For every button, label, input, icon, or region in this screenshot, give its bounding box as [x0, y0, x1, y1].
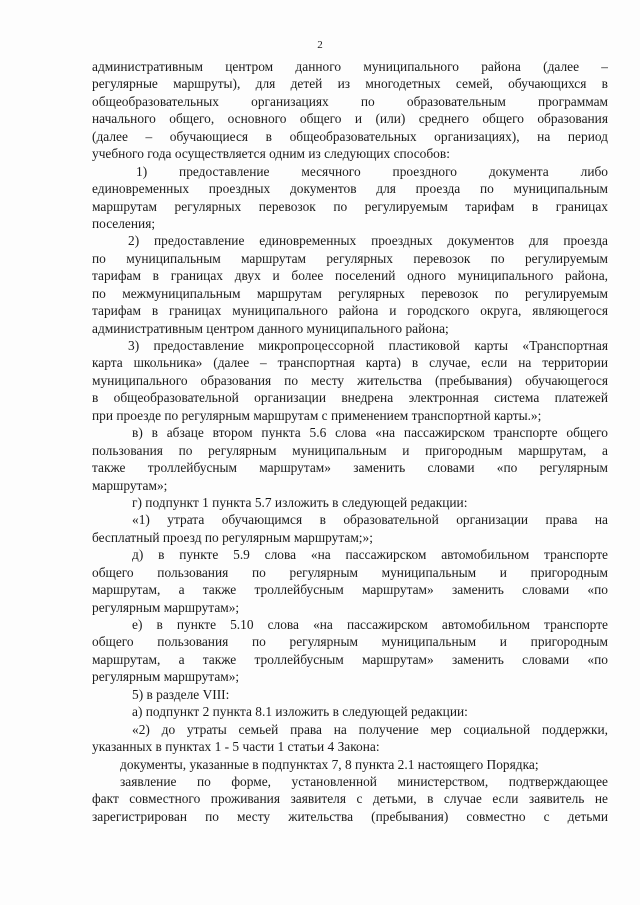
text-line: начального общего, основного общего и (или) среднего общего образования — [92, 111, 608, 127]
text-line: маршрутам регулярных перевозок по регулируемым тарифам в границах — [92, 198, 608, 214]
text-line: зарегистрирован по месту жительства (пребывания) совместно с детьми — [92, 808, 608, 824]
text-line: регулярные маршруты), для детей из многодетных семей, обучающихся в — [92, 76, 608, 92]
text-line: общеобразовательных организациях по образовательным программам — [92, 93, 608, 109]
text-line: в) в абзаце втором пункта 5.6 слова «на пассажирском транспорте общего — [132, 425, 608, 441]
text-line: указанных в пунктах 1 - 5 части 1 статьи 4 Закона: — [92, 739, 380, 755]
text-line: е) в пункте 5.10 слова «на пассажирском автомобильном транспорте — [132, 617, 608, 632]
text-line: (далее – обучающиеся в общеобразовательных организациях), на период — [92, 128, 608, 144]
text-line: д) в пункте 5.9 слова «на пассажирском автомобильном транспорте — [132, 547, 608, 563]
text-line: при проезде по регулярным маршрутам с применением транспортной карты.»; — [92, 407, 542, 423]
text-line: по муниципальным маршрутам регулярных перевозок по регулируемым — [92, 250, 608, 266]
document-body — [92, 58, 608, 825]
text-line: карта школьника» (далее – транспортная карта) в случае, если на территории — [92, 355, 608, 371]
text-line: единовременных проездных документов для проезда по муниципальным — [92, 181, 608, 197]
text-line: а) подпункт 2 пункта 8.1 изложить в следующей редакции: — [132, 704, 468, 720]
text-line: общего пользования по регулярным муниципальным и пригородным — [92, 564, 608, 580]
text-line: тарифам в границах двух и более поселений одного муниципального района, — [92, 268, 608, 284]
text-line: административным центром данного муниципального района (далее – — [92, 59, 608, 74]
text-line: тарифам в границах муниципального района и городского округа, являющегося — [92, 303, 608, 319]
text-line: 2) предоставление единовременных проездных документов для проезда — [128, 233, 608, 249]
text-line: регулярным маршрутам»; — [92, 669, 240, 685]
text-line: административным центром данного муниципального района; — [92, 320, 449, 336]
text-line: муниципального образования по месту жительства (пребывания) обучающегося — [92, 372, 608, 388]
text-line: пользования по регулярным муниципальным и пригородным маршрутам, а — [92, 442, 608, 458]
text-line: бесплатный проезд по регулярным маршрутам;»; — [92, 529, 373, 545]
text-line: маршрутам»; — [92, 477, 168, 493]
page-number: 2 — [317, 39, 323, 51]
text-line: регулярным маршрутам»; — [92, 599, 240, 615]
text-line: в общеобразовательной организации внедрена электронная система платежей — [92, 390, 608, 406]
text-line: факт совместного проживания заявителя с детьми, в случае если заявитель не — [92, 791, 608, 807]
text-line: г) подпункт 1 пункта 5.7 изложить в следующей редакции: — [132, 494, 468, 510]
text-line: 1) предоставление месячного проездного документа либо — [136, 163, 608, 179]
text-line: учебного года осуществляется одним из следующих способов: — [92, 146, 450, 162]
text-line: общего пользования по регулярным муниципальным и пригородным — [92, 634, 608, 650]
text-line: маршрутам, а также троллейбусным маршрутам» заменить словами «по — [92, 582, 608, 598]
text-line: поселения; — [92, 215, 156, 231]
text-line: «2) до утраты семьей права на получение мер социальной поддержки, — [132, 721, 608, 737]
text-line: заявление по форме, установленной министерством, подтверждающее — [120, 773, 608, 789]
text-line: 3) предоставление микропроцессорной пластиковой карты «Транспортная — [128, 338, 608, 353]
text-line: 5) в разделе VIII: — [132, 686, 230, 702]
text-line: «1) утрата обучающимся в образовательной организации права на — [132, 512, 608, 528]
text-line: маршрутам, а также троллейбусным маршрутам» заменить словами «по — [92, 651, 608, 667]
text-line: документы, указанные в подпунктах 7, 8 пункта 2.1 настоящего Порядка; — [120, 756, 539, 772]
text-line: по межмуниципальным маршрутам регулярных перевозок по регулируемым — [92, 285, 608, 301]
text-line: также троллейбусным маршрутам» заменить словами «по регулярным — [92, 460, 608, 476]
